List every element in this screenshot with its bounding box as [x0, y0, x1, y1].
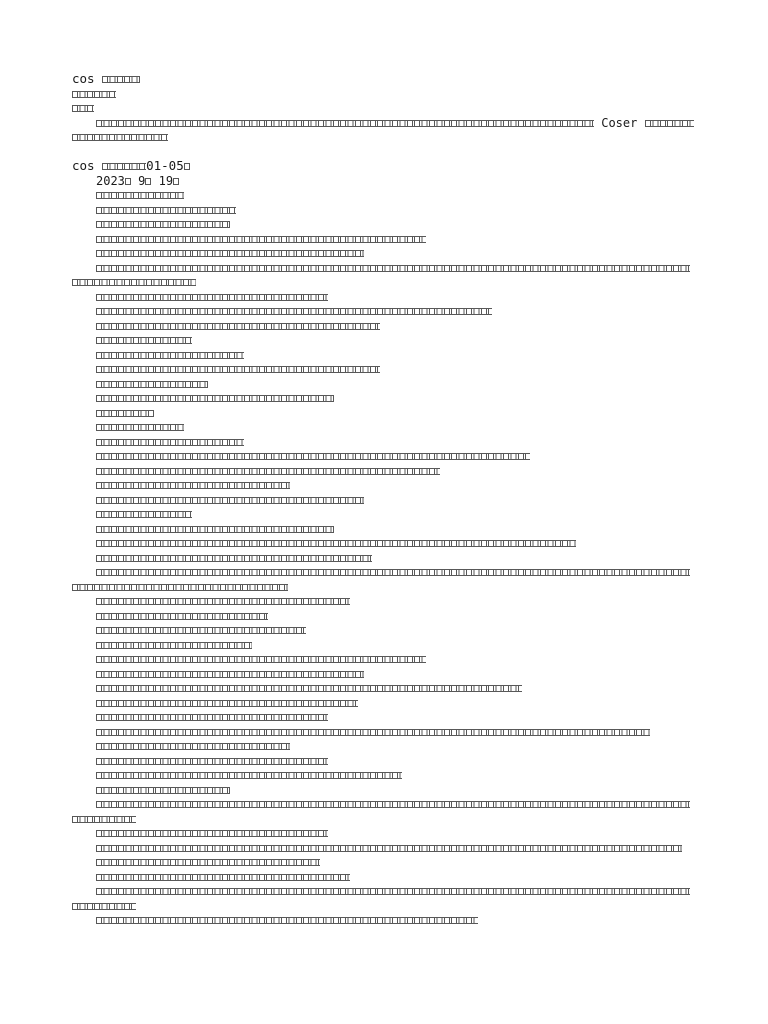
entry-date-year: 2023	[96, 173, 125, 188]
body-line	[72, 725, 694, 740]
body-line	[72, 696, 694, 711]
body-line	[72, 812, 694, 827]
body-line	[72, 826, 694, 841]
redacted-text	[96, 410, 154, 417]
redacted-text	[96, 801, 690, 808]
redacted-text	[96, 424, 184, 431]
redacted-text	[96, 859, 320, 866]
redacted-text	[72, 279, 196, 286]
body-line	[72, 304, 694, 319]
body-line	[72, 551, 694, 566]
body-line	[72, 638, 694, 653]
redacted-text	[96, 294, 328, 301]
redacted-text	[96, 714, 328, 721]
redacted-text	[145, 178, 151, 185]
redacted-text	[173, 178, 179, 185]
body-line	[72, 681, 694, 696]
redacted-text	[96, 700, 358, 707]
redacted-text	[96, 845, 682, 852]
body-line	[72, 391, 694, 406]
entry-heading-prefix: cos	[72, 159, 95, 173]
body-line	[72, 797, 694, 812]
body-line	[72, 667, 694, 682]
entry-date-day: 19	[158, 173, 174, 188]
redacted-text	[96, 236, 426, 243]
entry-heading	[72, 159, 694, 174]
redacted-text	[96, 323, 380, 330]
redacted-text	[96, 250, 364, 257]
body-line	[72, 710, 694, 725]
redacted-text	[96, 526, 334, 533]
redacted-text	[96, 671, 364, 678]
redacted-text	[96, 888, 690, 895]
redacted-text	[96, 656, 426, 663]
body-line	[72, 870, 694, 885]
entry-date-month: 9	[138, 173, 146, 188]
intro-word: Coser	[601, 115, 638, 130]
entry-range: 01-05	[146, 159, 184, 173]
intro-paragraph-line-1	[72, 116, 694, 131]
body-line	[72, 188, 694, 203]
entry-date	[72, 174, 694, 189]
redacted-text	[96, 627, 306, 634]
body-line	[72, 275, 694, 290]
redacted-text	[96, 569, 690, 576]
intro-paragraph-line-2	[72, 130, 694, 145]
body-line	[72, 507, 694, 522]
body-line	[72, 246, 694, 261]
body-line	[72, 203, 694, 218]
redacted-text	[96, 874, 350, 881]
redacted-text	[96, 265, 690, 272]
body-line	[72, 652, 694, 667]
redacted-text	[96, 308, 492, 315]
body-line	[72, 899, 694, 914]
redacted-text	[96, 120, 594, 127]
body-line	[72, 348, 694, 363]
redacted-text	[184, 163, 190, 170]
redacted-text	[96, 511, 192, 518]
body-line	[72, 493, 694, 508]
redacted-text	[96, 555, 372, 562]
redacted-text	[96, 642, 252, 649]
body-line	[72, 754, 694, 769]
body-line	[72, 609, 694, 624]
body-line	[72, 435, 694, 450]
redacted-text	[96, 613, 268, 620]
redacted-text	[96, 482, 290, 489]
body-line	[72, 261, 694, 276]
body-line	[72, 377, 694, 392]
redacted-text	[72, 91, 116, 98]
redacted-text	[72, 584, 288, 591]
redacted-text	[96, 207, 236, 214]
section-gap	[72, 145, 694, 160]
body-line	[72, 855, 694, 870]
body-line	[72, 594, 694, 609]
body-line	[72, 768, 694, 783]
body-line	[72, 217, 694, 232]
redacted-text	[102, 76, 140, 83]
redacted-text	[125, 178, 131, 185]
redacted-text	[72, 816, 136, 823]
redacted-text	[96, 830, 328, 837]
redacted-text	[96, 453, 530, 460]
doc-title-prefix: cos	[72, 72, 95, 86]
body-line	[72, 580, 694, 595]
redacted-text	[96, 729, 650, 736]
body-line	[72, 449, 694, 464]
body-line	[72, 333, 694, 348]
redacted-text	[96, 352, 244, 359]
body-line	[72, 841, 694, 856]
redacted-text	[72, 903, 136, 910]
redacted-text	[96, 395, 334, 402]
redacted-text	[96, 366, 380, 373]
redacted-text	[645, 120, 694, 127]
body-line	[72, 739, 694, 754]
body-line	[72, 522, 694, 537]
redacted-text	[96, 468, 440, 475]
redacted-text	[96, 192, 184, 199]
redacted-text	[96, 743, 290, 750]
body-line	[72, 623, 694, 638]
redacted-text	[96, 337, 192, 344]
body-line	[72, 406, 694, 421]
redacted-text	[96, 758, 328, 765]
body-line	[72, 319, 694, 334]
body-line	[72, 232, 694, 247]
redacted-text	[96, 540, 576, 547]
redacted-text	[96, 439, 244, 446]
redacted-text	[72, 105, 94, 112]
body-line	[72, 478, 694, 493]
doc-subtitle-line	[72, 87, 694, 102]
body-line	[72, 913, 694, 928]
redacted-text	[72, 134, 168, 141]
redacted-text	[96, 787, 230, 794]
redacted-text	[102, 163, 146, 170]
document-page	[72, 72, 694, 928]
body-line	[72, 420, 694, 435]
redacted-text	[96, 497, 364, 504]
body-line	[72, 464, 694, 479]
doc-title-line	[72, 72, 694, 87]
redacted-text	[96, 221, 230, 228]
body-line	[72, 565, 694, 580]
body-line	[72, 290, 694, 305]
body-line	[72, 884, 694, 899]
redacted-text	[96, 772, 402, 779]
redacted-text	[96, 685, 522, 692]
redacted-text	[96, 381, 208, 388]
doc-label-line	[72, 101, 694, 116]
body-line	[72, 362, 694, 377]
body-line	[72, 783, 694, 798]
body-line	[72, 536, 694, 551]
redacted-text	[96, 917, 478, 924]
redacted-text	[96, 598, 350, 605]
